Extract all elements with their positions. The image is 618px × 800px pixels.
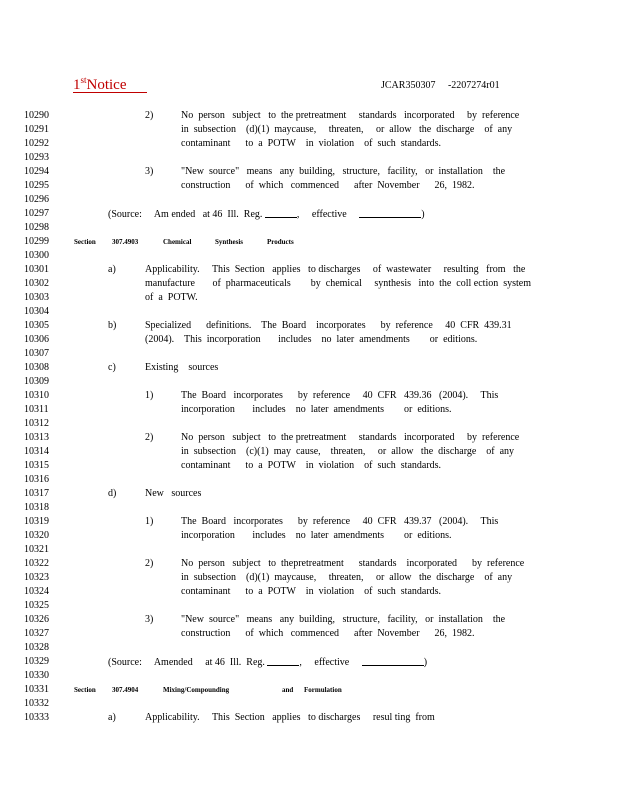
line-number: 10310 bbox=[24, 390, 49, 401]
text-line: No person subject to thepretreatment standards incorporated by reference bbox=[181, 558, 525, 569]
line-number: 10319 bbox=[24, 516, 49, 527]
line-number: 10305 bbox=[24, 320, 49, 331]
source-note-effective: , effective bbox=[299, 657, 350, 668]
line-number: 10303 bbox=[24, 292, 49, 303]
line-number: 10302 bbox=[24, 278, 49, 289]
item-marker: a) bbox=[108, 264, 116, 275]
text-line: incorporation includes no later amendments or editions. bbox=[181, 404, 452, 415]
text-line: construction of which commenced after November 26, 1982. bbox=[181, 180, 475, 191]
item-marker: b) bbox=[108, 320, 117, 331]
text-line: New sources bbox=[145, 488, 202, 499]
text-line: construction of which commenced after November 26, 1982. bbox=[181, 628, 475, 639]
section-title-word: Mixing/Compounding bbox=[163, 686, 230, 694]
line-number: 10306 bbox=[24, 334, 49, 345]
item-marker: 2) bbox=[145, 558, 154, 569]
text-line: incorporation includes no later amendments or editions. bbox=[181, 530, 452, 541]
line-number: 10313 bbox=[24, 432, 49, 443]
item-marker: 2) bbox=[145, 432, 154, 443]
line-number: 10309 bbox=[24, 376, 49, 387]
text-line: "New source" means any building, structure, facility, or installation the bbox=[181, 614, 506, 625]
source-note bbox=[108, 208, 425, 221]
item-marker: c) bbox=[108, 362, 116, 373]
section-number: 307.4904 bbox=[112, 686, 139, 694]
notice-suffix: st bbox=[80, 75, 87, 85]
text-line: in subsection (c)(1) may cause, threaten, or allow the discharge of any bbox=[181, 446, 515, 457]
source-note bbox=[108, 656, 427, 669]
line-number: 10293 bbox=[24, 152, 49, 163]
line-number: 10304 bbox=[24, 306, 49, 317]
line-number: 10332 bbox=[24, 698, 49, 709]
item-marker: 1) bbox=[145, 390, 154, 401]
line-number: 10312 bbox=[24, 418, 49, 429]
section-number: 307.4903 bbox=[112, 238, 139, 246]
line-number: 10317 bbox=[24, 488, 49, 499]
item-marker: 1) bbox=[145, 516, 154, 527]
line-number: 10321 bbox=[24, 544, 49, 555]
line-number: 10328 bbox=[24, 642, 49, 653]
source-note-start: (Source: Am ended at 46 Ill. Reg. bbox=[108, 209, 263, 220]
line-number: 10331 bbox=[24, 684, 49, 695]
text-line: of a POTW. bbox=[145, 292, 198, 303]
line-number: 10301 bbox=[24, 264, 49, 275]
item-marker: 2) bbox=[145, 110, 154, 121]
line-number: 10320 bbox=[24, 530, 49, 541]
text-line: contaminant to a POTW in violation of such standards. bbox=[181, 460, 442, 471]
line-number: 10330 bbox=[24, 670, 49, 681]
item-marker: a) bbox=[108, 712, 116, 723]
notice-header bbox=[73, 75, 127, 94]
item-marker: 3) bbox=[145, 614, 154, 625]
line-number: 10323 bbox=[24, 572, 49, 583]
line-number: 10300 bbox=[24, 250, 49, 261]
line-number: 10324 bbox=[24, 586, 49, 597]
line-number: 10290 bbox=[24, 110, 49, 121]
section-title-word: Products bbox=[267, 238, 294, 246]
section-title-word: and bbox=[282, 686, 294, 694]
notice-number: 1 bbox=[73, 77, 81, 93]
item-marker: d) bbox=[108, 488, 117, 499]
line-number: 10295 bbox=[24, 180, 49, 191]
blank-line bbox=[359, 208, 421, 218]
text-line: The Board incorporates by reference 40 CFR 439.37 (2004). This bbox=[181, 516, 499, 527]
blank-line bbox=[362, 656, 424, 666]
text-line: contaminant to a POTW in violation of such standards. bbox=[181, 138, 442, 149]
source-note-end: ) bbox=[423, 657, 428, 668]
text-line: Existing sources bbox=[145, 362, 219, 373]
line-number: 10297 bbox=[24, 208, 49, 219]
line-number: 10318 bbox=[24, 502, 49, 513]
line-number: 10311 bbox=[24, 404, 49, 415]
text-line: The Board incorporates by reference 40 CFR 439.36 (2004). This bbox=[181, 390, 499, 401]
text-line: "New source" means any building, structure, facility, or installation the bbox=[181, 166, 506, 177]
section-title-word: Chemical bbox=[163, 238, 192, 246]
text-line: contaminant to a POTW in violation of such standards. bbox=[181, 586, 442, 597]
line-number: 10329 bbox=[24, 656, 49, 667]
text-line: (2004). This incorporation includes no later amendments or editions. bbox=[145, 334, 478, 345]
line-number: 10322 bbox=[24, 558, 49, 569]
text-line: No person subject to the pretreatment standards incorporated by reference bbox=[181, 110, 520, 121]
source-note-effective: , effective bbox=[296, 209, 347, 220]
text-line: No person subject to the pretreatment standards incorporated by reference bbox=[181, 432, 520, 443]
item-marker: 3) bbox=[145, 166, 154, 177]
line-number: 10315 bbox=[24, 460, 49, 471]
line-number: 10307 bbox=[24, 348, 49, 359]
line-number: 10327 bbox=[24, 628, 49, 639]
blank-line bbox=[265, 208, 297, 218]
line-number: 10298 bbox=[24, 222, 49, 233]
line-number: 10294 bbox=[24, 166, 49, 177]
line-number: 10308 bbox=[24, 362, 49, 373]
line-number: 10292 bbox=[24, 138, 49, 149]
text-line: Specialized definitions. The Board incorporates by reference 40 CFR 439.31 bbox=[145, 320, 512, 331]
source-note-start: (Source: Amended at 46 Ill. Reg. bbox=[108, 657, 265, 668]
text-line: in subsection (d)(1) maycause, threaten, or allow the discharge of any bbox=[181, 572, 513, 583]
section-label: Section bbox=[74, 686, 96, 694]
section-title-word: Synthesis bbox=[215, 238, 244, 246]
notice-word: Notice bbox=[86, 77, 127, 93]
text-line: Applicability. This Section applies to discharges of wastewater resulting from the bbox=[145, 264, 526, 275]
document-id: JCAR350307 -2207274r01 bbox=[381, 80, 500, 91]
line-number: 10325 bbox=[24, 600, 49, 611]
line-number: 10316 bbox=[24, 474, 49, 485]
text-line: in subsection (d)(1) maycause, threaten, or allow the discharge of any bbox=[181, 124, 513, 135]
source-note-end: ) bbox=[421, 209, 425, 220]
line-number: 10291 bbox=[24, 124, 49, 135]
line-number: 10296 bbox=[24, 194, 49, 205]
section-label: Section bbox=[74, 238, 96, 246]
text-line: manufacture of pharmaceuticals by chemical synthesis into the coll ection system bbox=[145, 278, 532, 289]
section-title-word: Formulation bbox=[304, 686, 342, 694]
text-line: Applicability. This Section applies to discharges resul ting from bbox=[145, 712, 435, 723]
line-number: 10299 bbox=[24, 236, 49, 247]
notice-underline bbox=[73, 92, 147, 93]
blank-line bbox=[267, 656, 299, 666]
line-number: 10326 bbox=[24, 614, 49, 625]
line-number: 10333 bbox=[24, 712, 49, 723]
line-number: 10314 bbox=[24, 446, 49, 457]
